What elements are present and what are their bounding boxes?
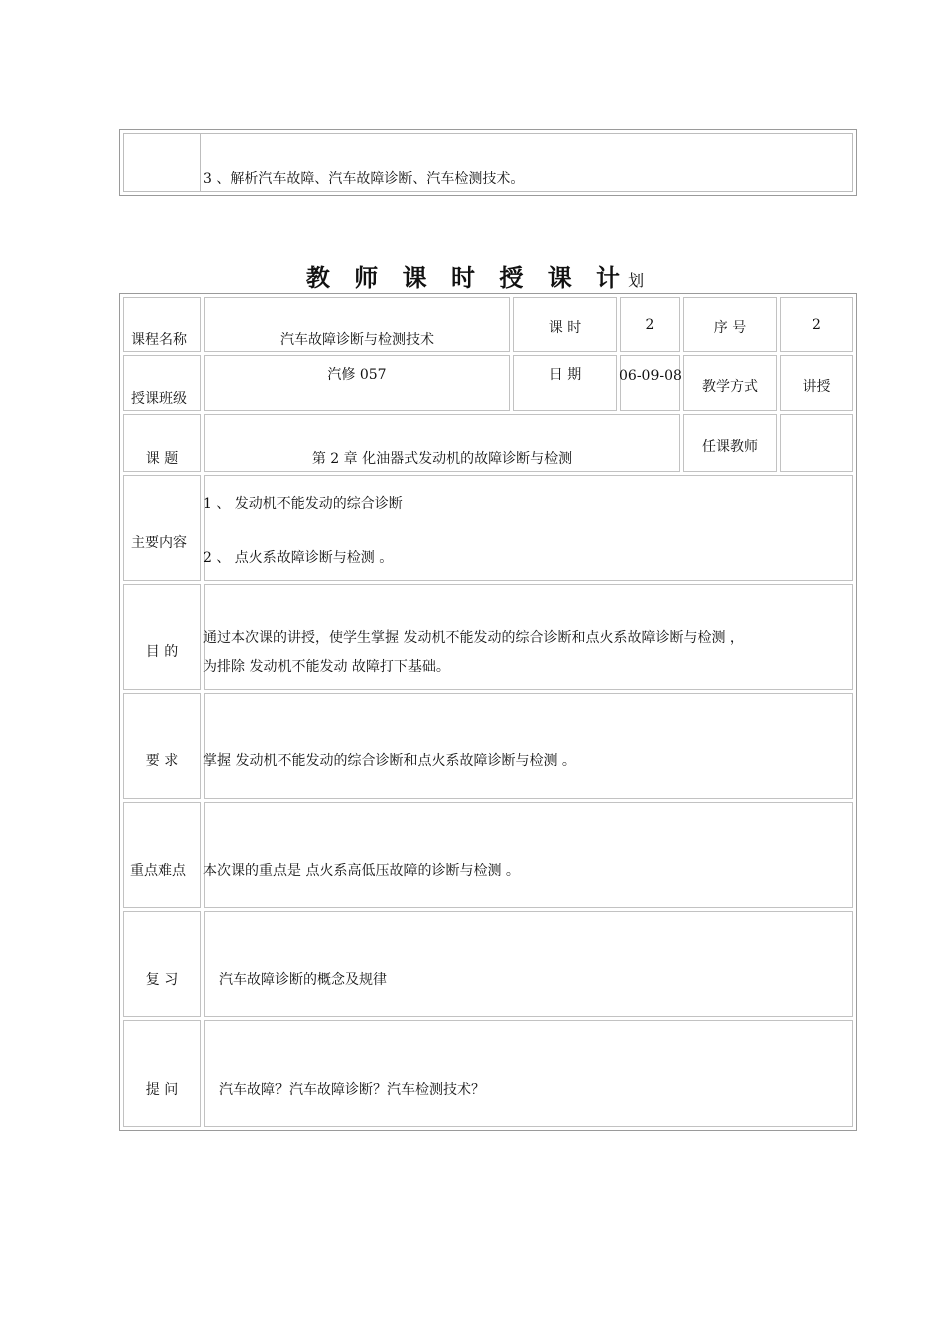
hours-label: 课 时 xyxy=(548,320,582,336)
cell-key-points-label xyxy=(123,802,201,908)
course-name-value: 汽车故障诊断与检测技术 xyxy=(280,332,434,348)
class-value: 汽修 057 xyxy=(327,367,387,383)
seq-value: 2 xyxy=(812,317,821,333)
previous-table-label-cell xyxy=(123,133,201,192)
topic-value: 第 2 章 化油器式发动机的故障诊断与检测 xyxy=(311,451,573,467)
purpose-line-1: 通过本次课的讲授，使学生掌握 发动机不能发动的综合诊断和点火系故障诊断与检测 ， xyxy=(203,630,744,646)
cell-requirements-label xyxy=(123,693,201,799)
course-name-label: 课程名称 xyxy=(131,332,187,348)
requirements-text: 掌握 发动机不能发动的综合诊断和点火系故障诊断与检测 。 xyxy=(203,753,576,769)
seq-label: 序 号 xyxy=(713,320,747,336)
cell-key-points-value xyxy=(204,802,853,908)
review-label: 复 习 xyxy=(145,972,179,988)
cell-purpose-label xyxy=(123,584,201,690)
purpose-line-2: 为排除 发动机不能发动 故障打下基础。 xyxy=(203,659,450,675)
cell-review-value xyxy=(204,911,853,1017)
cell-question-value xyxy=(204,1020,853,1127)
page-title xyxy=(0,258,950,293)
date-label: 日 期 xyxy=(548,367,582,383)
page-title-main: 教 师 课 时 授 课 计 xyxy=(305,263,629,292)
teacher-label: 任课教师 xyxy=(702,439,758,455)
cell-review-label xyxy=(123,911,201,1017)
hours-value: 2 xyxy=(645,317,655,333)
date-value: 06-09-08 xyxy=(619,368,682,384)
review-text: 汽车故障诊断的概念及规律 xyxy=(219,972,387,988)
class-label: 授课班级 xyxy=(131,391,187,407)
question-label: 提 问 xyxy=(145,1082,179,1098)
cell-requirements-value xyxy=(204,693,853,799)
cell-question-label xyxy=(123,1020,201,1127)
topic-label: 课 题 xyxy=(145,451,179,467)
key-points-text: 本次课的重点是 点火系高低压故障的诊断与检测 。 xyxy=(203,863,520,879)
question-text: 汽车故障？汽车故障诊断？汽车检测技术？ xyxy=(219,1082,485,1098)
content-label: 主要内容 xyxy=(131,535,187,551)
content-item-2: 2 、 点火系故障诊断与检测 。 xyxy=(203,550,394,566)
cell-content-label xyxy=(123,475,201,581)
page-title-tail: 划 xyxy=(628,271,645,290)
cell-teacher-value xyxy=(780,414,853,472)
previous-table-row-text: 3 、解析汽车故障、汽车故障诊断、汽车检测技术。 xyxy=(203,171,525,187)
method-label: 教学方式 xyxy=(702,379,758,395)
purpose-label: 目 的 xyxy=(145,644,179,660)
key-points-label: 重点难点 xyxy=(130,863,186,879)
content-item-1: 1 、 发动机不能发动的综合诊断 xyxy=(203,496,403,512)
method-value: 讲授 xyxy=(802,379,831,395)
requirements-label: 要 求 xyxy=(145,753,179,769)
